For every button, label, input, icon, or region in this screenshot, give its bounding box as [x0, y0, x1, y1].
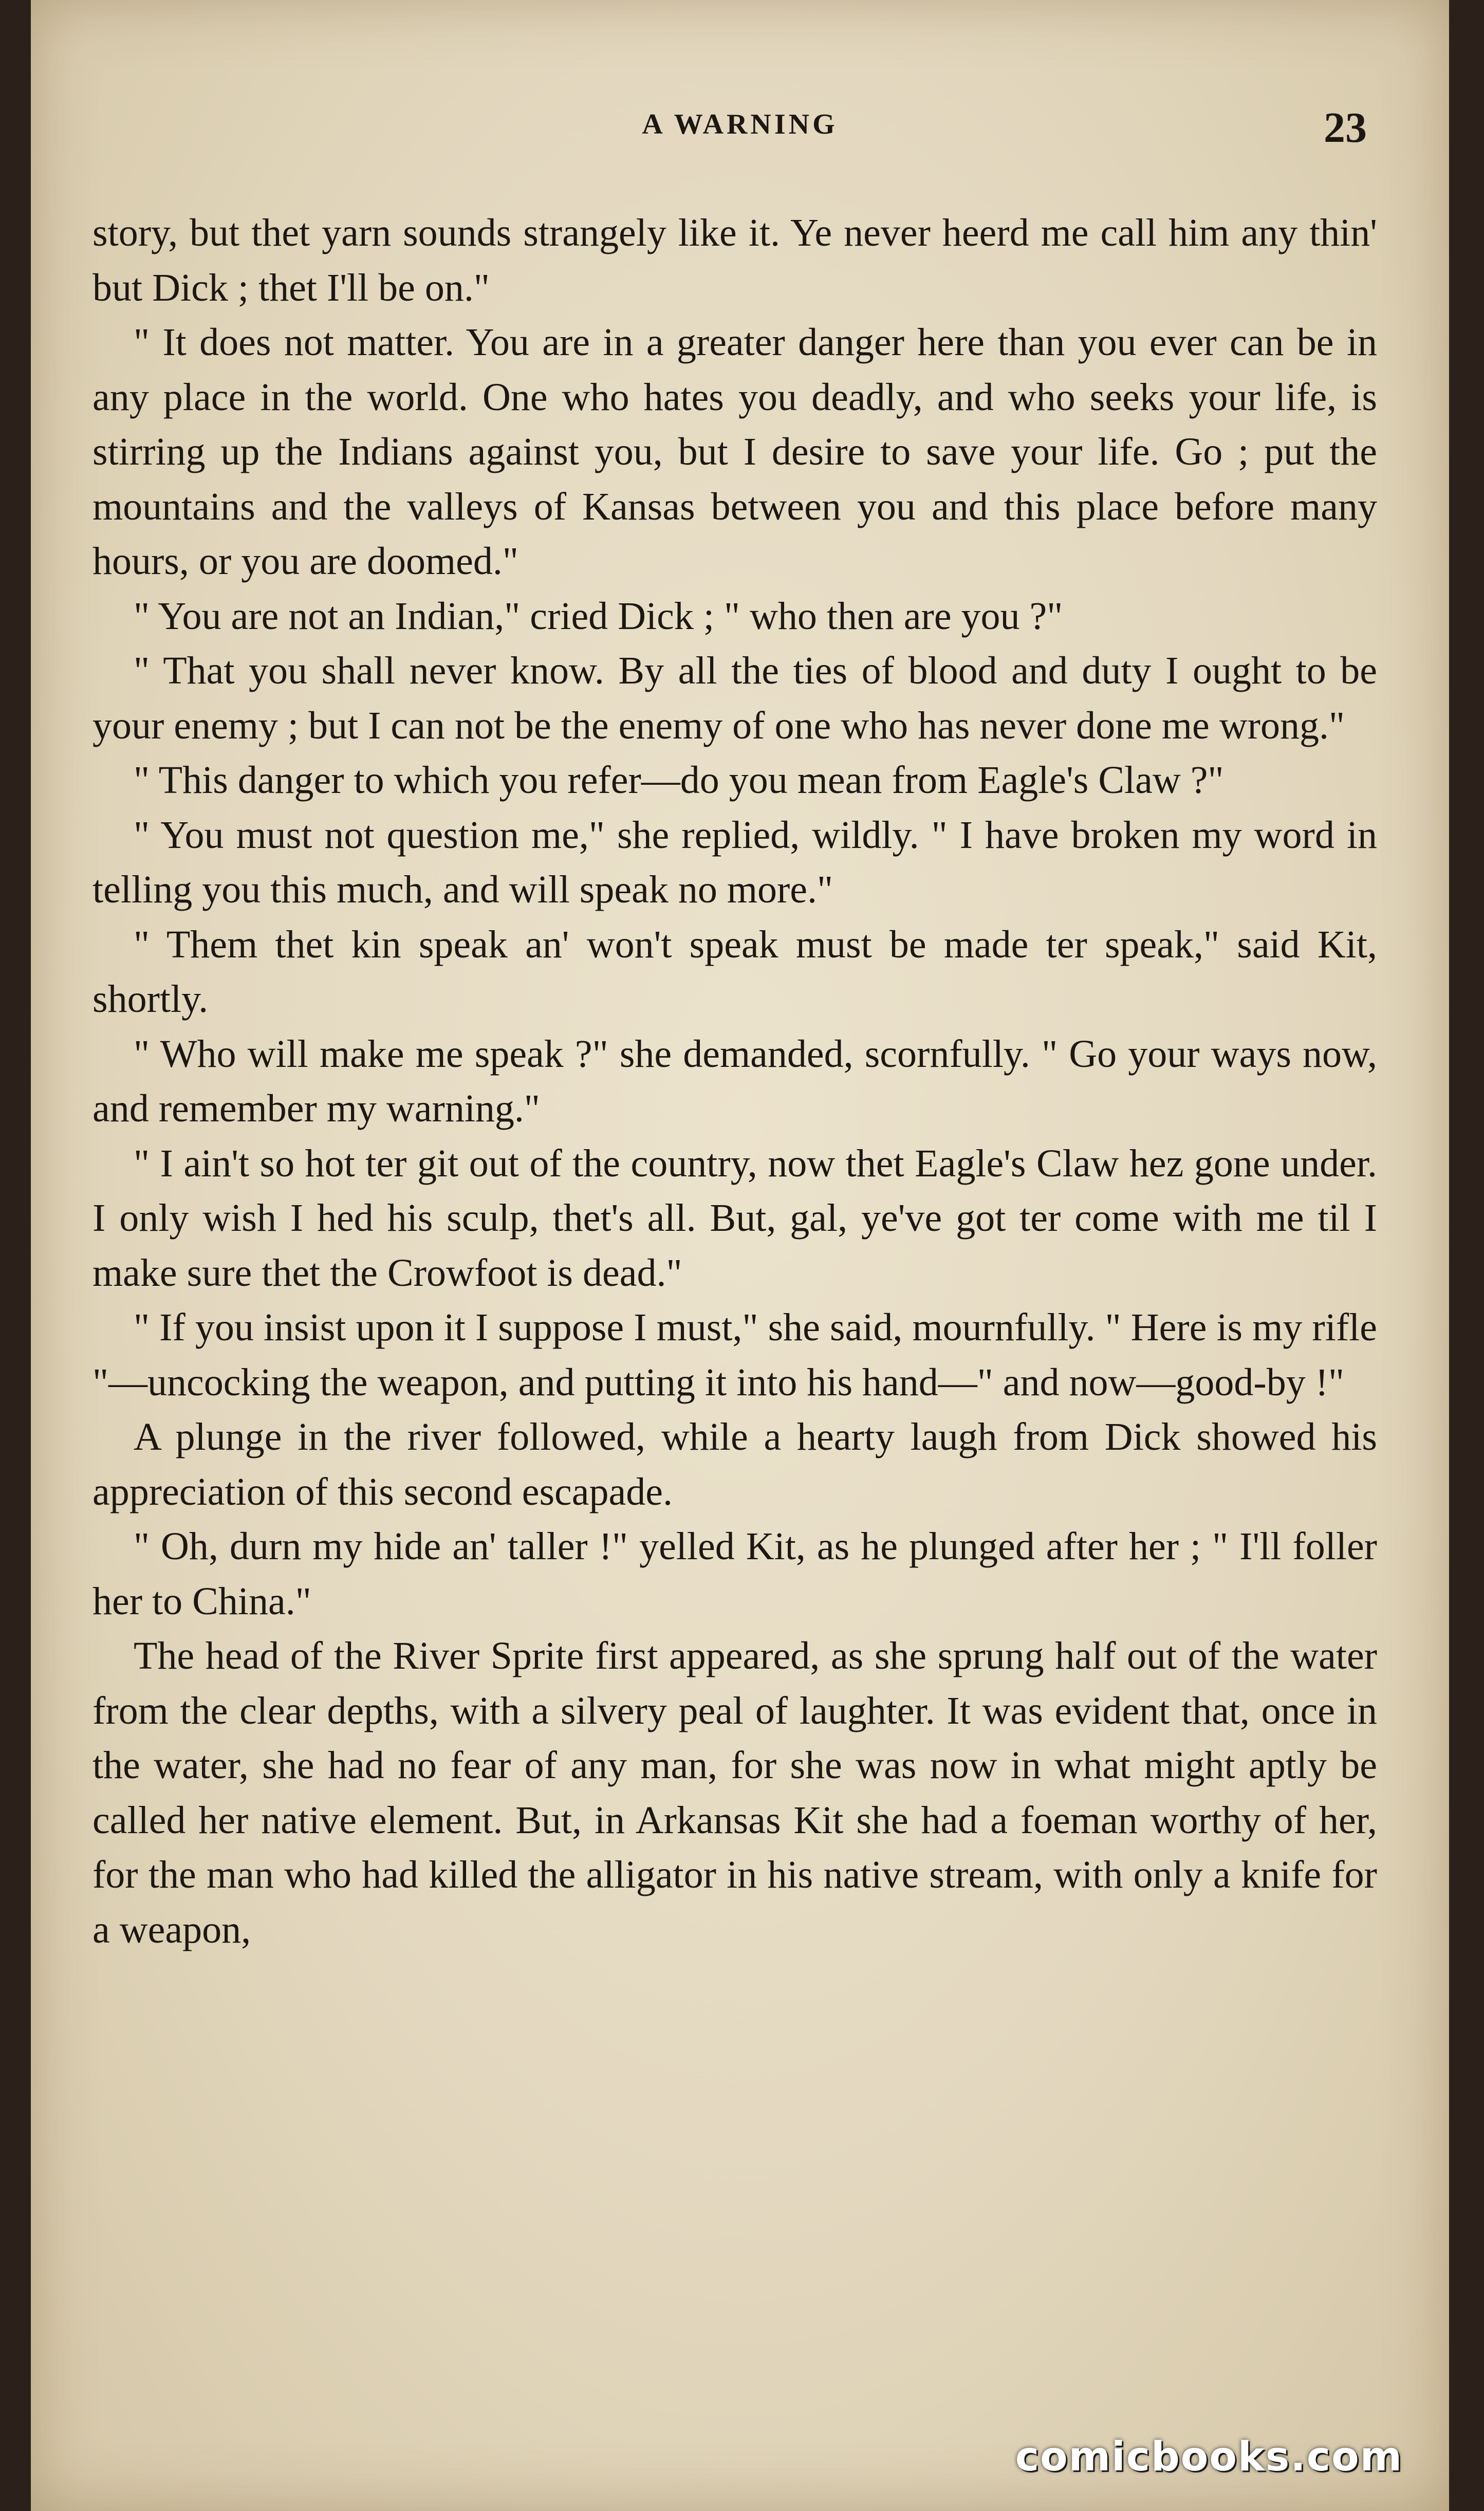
- paragraph: " If you insist upon it I suppose I must," she said, mournfully. " Here is my rifle "—uncocking the weapon, and putting it into his hand—" and now—good-by !": [92, 1306, 1377, 1404]
- paragraph: The head of the River Sprite first appeared, as she sprung half out of the water from the clear depths, with a silvery peal of laughter. It was evident that, once in the water, she had no fear of any man, for she was now in what might aptly be called her native element. But, in Arkansas Kit she had a foeman worthy of her, for the man who had killed the alligator in his native stream, with only a knife for a weapon,: [92, 1634, 1377, 1951]
- paragraph: A plunge in the river followed, while a hearty laugh from Dick showed his appreciation of this second escapade.: [92, 1415, 1377, 1513]
- chapter-title: A WARNING: [642, 108, 838, 140]
- running-head: [31, 103, 1449, 152]
- paragraph: " You are not an Indian," cried Dick ; " who then are you ?": [134, 594, 1063, 638]
- paragraph: story, but thet yarn sounds strangely like it. Ye never heerd me call him any thin' but Dick ; thet I'll be on.": [92, 211, 1377, 309]
- paragraph: " I ain't so hot ter git out of the country, now thet Eagle's Claw hez gone under. I only wish I hed his sculp, thet's all. But, gal, ye've got ter come with me til I make sure thet the Crowfoot is dead.": [92, 1141, 1377, 1295]
- paragraph: " That you shall never know. By all the ties of blood and duty I ought to be your enemy ; but I can not be the enemy of one who has never done me wrong.": [92, 649, 1377, 747]
- paragraph: " Who will make me speak ?" she demanded, scornfully. " Go your ways now, and remember my warning.": [92, 1032, 1377, 1130]
- paragraph: " It does not matter. You are in a greater danger here than you ever can be in any place in the world. One who hates you deadly, and who seeks your life, is stirring up the Indians against you, but I desire to save your life. Go ; put the mountains and the valleys of Kansas between you and this place before many hours, or you are doomed.": [92, 321, 1377, 583]
- book-page: [31, 0, 1449, 2511]
- paragraph: " You must not question me," she replied, wildly. " I have broken my word in telling you this much, and will speak no more.": [92, 813, 1377, 911]
- paragraph: " Oh, durn my hide an' taller !" yelled Kit, as he plunged after her ; " I'll foller her to China.": [92, 1525, 1377, 1623]
- paragraph: " This danger to which you refer—do you mean from Eagle's Claw ?": [134, 759, 1224, 802]
- paragraph: " Them thet kin speak an' won't speak must be made ter speak," said Kit, shortly.: [92, 922, 1377, 1021]
- page-number: 23: [1324, 104, 1367, 152]
- site-watermark: comicbooks.com: [1015, 2434, 1403, 2480]
- body-text: [92, 206, 1377, 1957]
